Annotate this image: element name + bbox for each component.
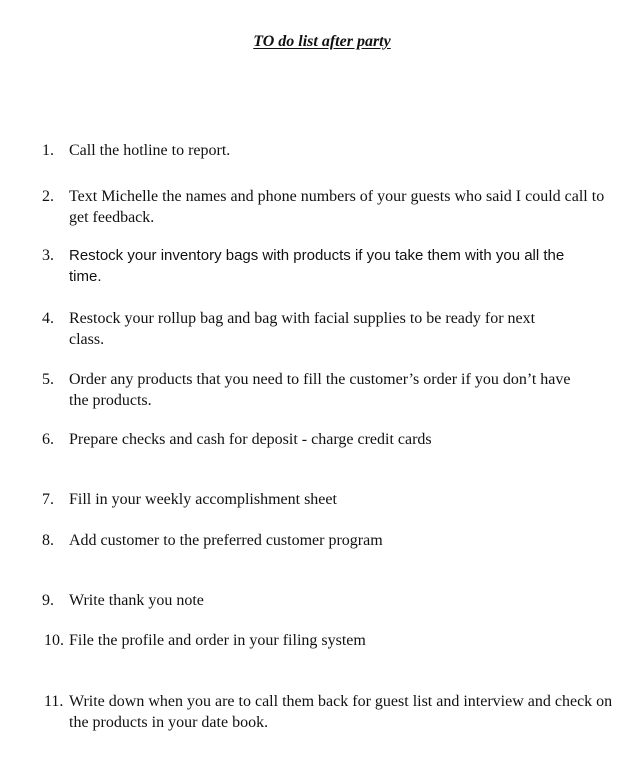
list-item-number: 6.	[42, 431, 54, 448]
list-item-text: Restock your inventory bags with products if you take them with you all the time.	[69, 247, 565, 285]
list-item-number: 8.	[42, 532, 54, 549]
list-item-number: 11.	[44, 693, 64, 710]
list-item-text: Text Michelle the names and phone numbers of your guests who said I could call to get feedback.	[69, 188, 605, 226]
list-item-number: 9.	[42, 592, 54, 609]
list-item-number: 2.	[42, 188, 54, 205]
list-item-text: Order any products that you need to fill the customer’s order if you don’t have the products.	[69, 371, 571, 409]
list-item-text: Fill in your weekly accomplishment sheet	[69, 491, 337, 508]
list-item-text: Call the hotline to report.	[69, 142, 231, 159]
list-item-text: File the profile and order in your filing system	[69, 632, 366, 649]
list-item-text: Prepare checks and cash for deposit - charge credit cards	[69, 431, 432, 448]
list-item-number: 3.	[42, 247, 54, 264]
list-item-text: Add customer to the preferred customer program	[69, 532, 383, 549]
list-item-text: Write thank you note	[69, 592, 204, 609]
list-item-number: 10.	[44, 632, 64, 649]
list-item-text: Write down when you are to call them back for guest list and interview and check on the products in your date book.	[69, 693, 613, 731]
document-title: TO do list after party	[253, 33, 391, 50]
list-item-number: 1.	[42, 142, 54, 159]
list-item-number: 4.	[42, 310, 54, 327]
list-item-number: 7.	[42, 491, 54, 508]
list-item-text: Restock your rollup bag and bag with facial supplies to be ready for next class.	[69, 310, 536, 348]
list-item-number: 5.	[42, 371, 54, 388]
